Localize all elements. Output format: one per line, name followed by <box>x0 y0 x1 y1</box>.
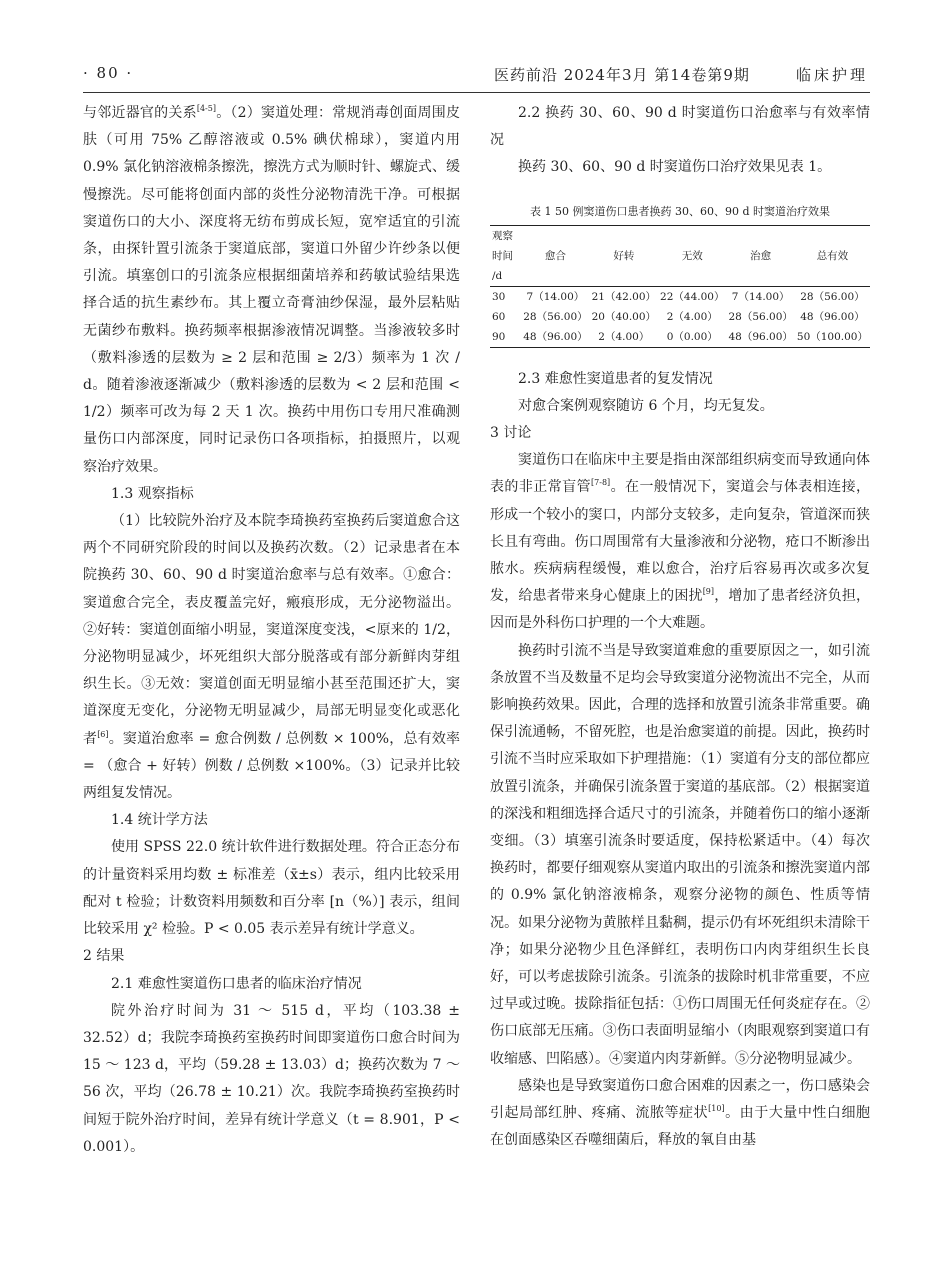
left-column <box>83 100 460 1161</box>
page-header <box>0 58 950 90</box>
paragraph: 院外治疗时间为 31 ～ 515 d，平均（103.38 ± 32.52）d；我院李琦换药室换药时间即窦道伤口愈合时间为 15 ～ 123 d，平均（59.28 ± 13.03）d；换药次数为 7 ～ 56 次，平均（26.78 ± 10.21）次。我院李琦换药室换药时间短于院外治疗时间，差异有统计学意义（t = 8.901，P < 0.001）。 <box>83 1002 460 1155</box>
table-cell: 7（14.00） <box>731 290 790 303</box>
table-header: 治愈 <box>726 225 794 286</box>
paragraph: 对愈合案例观察随访 6 个月，均无复发。 <box>518 397 774 414</box>
paragraph: 感染也是导致窦道伤口愈合困难的因素之一，伤口感染会引起局部红肿、疼痛、流脓等症状[10]。由于大量中性白细胞在创面感染区吞噬细菌后，释放的氧自由基 <box>490 1077 871 1149</box>
citation: [6] <box>97 729 109 739</box>
section-heading: 1.3 观察指标 <box>111 485 194 502</box>
citation: [7-8] <box>591 478 611 488</box>
table-cell: 0（0.00） <box>658 327 726 348</box>
table-header-row <box>490 225 870 286</box>
table-row <box>490 286 870 307</box>
section-heading: 2 结果 <box>83 948 125 965</box>
results-table <box>490 225 870 348</box>
table-cell: 30 <box>492 290 506 303</box>
paragraph: 窦道伤口在临床中主要是指由深部组织病变而导致通向体表的非正常盲管[7-8]。在一般情况下，窦道会与体表相连接，形成一个较小的窦口，内部分支较多，走向复杂，管道深而狭长且有弯曲。伤口周围常有大量渗液和分泌物，疮口不断渗出脓水。疾病病程缓慢，难以愈合，治疗后容易再次或多次复发，给患者带来身心健康上的困扰[9]，增加了患者经济负担，因而是外科伤口护理的一个大难题。 <box>490 452 871 632</box>
table-cell: 7（14.00） <box>526 290 585 303</box>
paragraph: 换药时引流不当是导致窦道难愈的重要原因之一，如引流条放置不当及数量不足均会导致窦道分泌物流出不完全，从而影响换药效果。因此，合理的选择和放置引流条非常重要。确保引流通畅，不留死腔，也是治愈窦道的前提。因此，换药时引流不当时应采取如下护理措施：（1）窦道有分支的部位都应放置引流条，并确保引流条置于窦道的基底部。（2）根据窦道的深浅和粗细选择合适尺寸的引流条，并随着伤口的缩小逐渐变细。（3）填塞引流条时要适度，保持松紧适中。（4）每次换药时，都要仔细观察从窦道内取出的引流条和擦洗窦道内部的 0.9% 氯化钠溶液棉条，观察分泌物的颜色、性质等情况。如果分泌物为黄脓样且黏稠，提示仍有坏死组织未清除干净；如果分泌物少且色泽鲜红，表明伤口内肉芽组织生长良好，可以考虑拔除引流条。引流条的拔除时机非常重要，不应过早或过晚。拔除指征包括：①伤口周围无任何炎症存在。②伤口底部无压痛。③伤口表面明显缩小（肉眼观察到窦道口有收缩感、凹陷感）。④窦道内肉芽新鲜。⑤分泌物明显减少。 <box>490 642 870 1067</box>
paragraph: 与邻近器官的关系[4-5]。（2）窦道处理：常规消毒创面周围皮肤（可用 75% 乙醇溶液或 0.5% 碘伏棉球），窦道内用 0.9% 氯化钠溶液棉条擦洗，擦洗方式为顺时针、螺旋式、缓慢擦洗。尽可能将创面内部的炎性分泌物清洗干净。可根据窦道伤口的大小、深度将无纺布剪成长短，宽窄适宜的引流条，由探针置引流条于窦道底部，窦道口外留少许纱条以便引流。填塞创口的引流条应根据细菌培养和药敏试验结果选择合适的抗生素纱布。其上覆立奇膏油纱保湿，最外层粘贴无菌纱布敷料。换药频率根据渗液情况调整。当渗液较多时（敷料渗透的层数为 ≥ 2 层和范围 ≥ 2/3）频率为 1 次 / d。随着渗液逐渐减少（敷料渗透的层数为 < 2 层和范围 < 1/2）频率可改为每 2 天 1 次。换药中用伤口专用尺准确测量伤口内部深度，同时记录伤口各项指标，拍摄照片，以观察治疗效果。 <box>83 104 461 475</box>
table-cell: 20（40.00） <box>591 310 657 323</box>
section-heading: 3 讨论 <box>490 425 532 442</box>
table-header: 愈合 <box>521 225 589 286</box>
table-header: 好转 <box>590 225 658 286</box>
citation: [10] <box>708 1104 725 1114</box>
right-column <box>490 100 870 1155</box>
section-heading: 2.3 难愈性窦道患者的复发情况 <box>518 370 713 387</box>
table-cell: 2（4.00） <box>590 327 658 348</box>
table-cell: 60 <box>492 310 506 323</box>
table-cell: 21（42.00） <box>591 290 657 303</box>
table-row <box>490 327 870 348</box>
table-cell: 22（44.00） <box>660 290 725 303</box>
section-title: 临床护理 <box>795 66 868 84</box>
table-cell: 48（96.00） <box>800 310 865 323</box>
page-number: · 80 · <box>83 64 134 82</box>
table-header: 总有效 <box>795 225 870 286</box>
paragraph: （1）比较院外治疗及本院李琦换药室换药后窦道愈合这两个不同研究阶段的时间以及换药次数。（2）记录患者在本院换药 30、60、90 d 时窦道治愈率与总有效率。①愈合：窦道愈合完全，表皮覆盖完好，瘢痕形成，无分泌物溢出。②好转：窦道创面缩小明显，窦道深度变浅，<原来的 1/2，分泌物明显减少，坏死组织大部分脱落或有部分新鲜肉芽组织生长。③无效：窦道创面无明显缩小甚至范围还扩大，窦道深度无变化，分泌物无明显减少，局部无明显变化或恶化者[6]。窦道治愈率 = 愈合例数 / 总例数 × 100%，总有效率 = （愈合 + 好转）例数 / 总例数 ×100%。（3）记录并比较两组复发情况。 <box>83 513 461 802</box>
table-cell: 2（4.00） <box>666 310 718 323</box>
header-rule <box>83 92 870 93</box>
table-cell: 48（96.00） <box>521 327 589 348</box>
journal-info: 医药前沿 2024年3月 第14卷第9期 <box>494 66 750 84</box>
table-cell: 28（56.00） <box>728 310 793 323</box>
paragraph: 使用 SPSS 22.0 统计软件进行数据处理。符合正态分布的计量资料采用均数 ± 标准差（x̄±s）表示，组内比较采用配对 t 检验；计数资料用频数和百分率 [n（%）] 表示，组间比较采用 χ² 检验。P < 0.05 表示差异有统计学意义。 <box>83 839 460 938</box>
paragraph: 换药 30、60、90 d 时窦道伤口治疗效果见表 1。 <box>518 159 832 176</box>
section-heading: 1.4 统计学方法 <box>111 812 208 829</box>
table-cell: 48（96.00） <box>726 327 794 348</box>
citation: [9] <box>702 587 715 597</box>
section-heading: 2.2 换药 30、60、90 d 时窦道伤口治愈率与有效率情况 <box>490 105 870 149</box>
table-caption: 表 1 50 例窦道伤口患者换药 30、60、90 d 时窦道治疗效果 <box>529 204 830 218</box>
table-cell: 28（56.00） <box>800 290 865 303</box>
citation: [4-5] <box>196 104 216 113</box>
table-cell: 90 <box>490 327 521 348</box>
table-header: 观察时间 /d <box>490 225 521 286</box>
table-row <box>490 307 870 327</box>
table-cell: 50（100.00） <box>795 327 870 348</box>
table-header: 无效 <box>658 225 726 286</box>
table-cell: 28（56.00） <box>523 310 588 323</box>
section-heading: 2.1 难愈性窦道伤口患者的临床治疗情况 <box>111 975 362 992</box>
